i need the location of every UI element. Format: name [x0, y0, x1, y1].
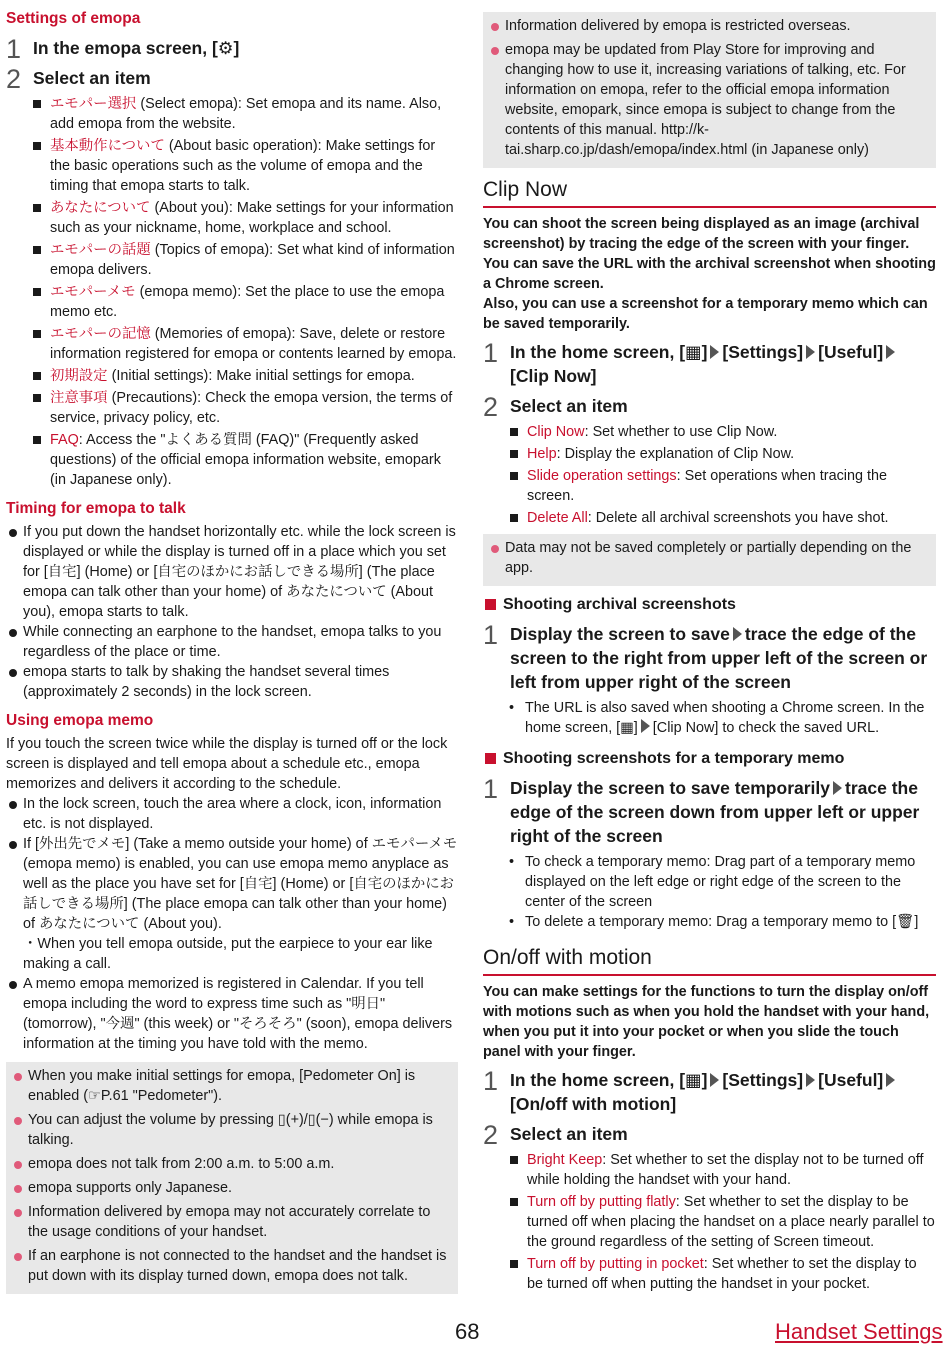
list-item: A memo emopa memorized is registered in Calendar. If you tell emopa including the word to express time such as "明日" (tomorrow), "今週" (this week) or "そろそろ" (soon), emopa delivers information at the timing you have told with the memo. [6, 974, 458, 1054]
list-item: 注意事項 (Precautions): Check the emopa version, the terms of service, privacy policy, etc. [30, 388, 458, 428]
memo-list-2 [6, 974, 458, 1054]
list-item: Bright Keep: Set whether to set the display not to be turned off while holding the handset with your hand. [507, 1150, 936, 1190]
archival-bullet-list [483, 698, 936, 738]
note-item: Information delivered by emopa may not accurately correlate to the usage conditions of your handset. [6, 1202, 452, 1242]
arrow-right-icon [886, 345, 895, 359]
arrow-right-icon [710, 1073, 719, 1087]
heading-emopa-memo: Using emopa memo [6, 712, 154, 729]
arrow-right-icon [806, 1073, 815, 1087]
list-item: エモパーメモ (emopa memo): Set the place to use the emopa memo etc. [30, 282, 458, 322]
step-number: 1 [483, 338, 499, 368]
list-item: エモパー選択 (Select emopa): Set emopa and its name. Also, add emopa from the website. [30, 94, 458, 134]
note-item: Information delivered by emopa is restricted overseas. [483, 16, 930, 36]
note-list [483, 16, 930, 160]
item-label[interactable]: Clip Now [527, 424, 585, 440]
clip-step-1: 1 In the home screen, [▦] [Settings] [Useful][Clip Now] [483, 340, 936, 388]
note-item: Data may not be saved completely or partially depending on the app. [483, 538, 930, 578]
list-item: If [外出先でメモ] (Take a memo outside your home) of エモパーメモ (emopa memo) is enabled, you can use emopa memo anyplace as well as the place you have set for [自宅] (Home) or [自宅のほかにお話しできる場所] (The place emopa can talk other than your home) of あなたについて (About you). [6, 834, 458, 934]
item-label[interactable]: エモパー選択 [50, 96, 137, 112]
step-1: 1 In the emopa screen, [⚙] [6, 34, 240, 64]
list-item: Turn off by putting in pocket: Set whether to set the display to be turned off when putting the handset in your pocket. [507, 1254, 936, 1294]
list-item: • To delete a temporary memo: Drag a temporary memo to [🗑] [509, 912, 936, 932]
motion-step-2: 2 Select an item [483, 1120, 628, 1150]
note-list [483, 538, 930, 578]
list-item: In the lock screen, touch the area where a clock, icon, information etc. is not displayed. [6, 794, 458, 834]
arrow-right-icon [733, 627, 742, 641]
list-item: エモパーの記憶 (Memories of emopa): Save, delete or restore information registered for emopa or contents learned by emopa. [30, 324, 458, 364]
archival-step-1: 1 Display the screen to save trace the edge of the screen to the right from upper left of the screen or left from upper right of the screen [483, 620, 928, 692]
note-item: emopa does not talk from 2:00 a.m. to 5:00 a.m. [6, 1154, 452, 1174]
list-item: Slide operation settings: Set operations when tracing the screen. [507, 466, 936, 506]
list-item: • The URL is also saved when shooting a Chrome screen. In the home screen, [▦] [Clip Now] to check the saved URL. [509, 698, 936, 738]
gear-icon: ⚙ [217, 38, 234, 58]
motion-intro: You can make settings for the functions to turn the display on/off with motions such as when you hold the handset with your hand, when you put it into your pocket or when you slide the touch panel with your finger. [483, 984, 930, 1060]
clip-intro-2: Also, you can use a screenshot for a temporary memo which can be saved temporarily. [483, 296, 928, 332]
step-number: 1 [483, 1066, 499, 1096]
item-label[interactable]: Turn off by putting flatly [527, 1194, 676, 1210]
item-label[interactable]: Delete All [527, 510, 588, 526]
item-label[interactable]: エモパーの話題 [50, 242, 151, 258]
arrow-right-icon [833, 781, 842, 795]
list-item: emopa starts to talk by shaking the handset several times (approximately 2 seconds) in the lock screen. [6, 662, 458, 702]
list-item: Help: Display the explanation of Clip Now. [507, 444, 936, 464]
note-item: emopa may be updated from Play Store for improving and changing how to use it, increasing variations of talking, etc. For information on emopa, refer to the official emopa information website, emopark, since emopa is subject to change from the contents of this manual. http://k-tai.sharp.co.jp/dash/emopa/index.html (in Japanese only) [483, 40, 930, 160]
memo-intro: If you touch the screen twice while the display is turned off or the lock screen is displayed and tell emopa about a schedule etc., emopa memorizes and delivers it according to the schedule. [6, 736, 448, 792]
clip-item-list [483, 422, 936, 528]
step-number: 1 [483, 774, 499, 804]
list-item: 初期設定 (Initial settings): Make initial settings for emopa. [30, 366, 458, 386]
list-item: Delete All: Delete all archival screenshots you have shot. [507, 508, 936, 528]
note-list [6, 1066, 452, 1286]
step-number: 2 [6, 64, 22, 94]
note-box-left [6, 1062, 458, 1294]
arrow-right-icon [641, 719, 650, 733]
step-number: 1 [6, 34, 22, 64]
left-column [6, 0, 458, 1294]
step-number: 2 [483, 1120, 499, 1150]
item-label[interactable]: Turn off by putting in pocket [527, 1256, 704, 1272]
list-item: FAQ: Access the "よくある質問 (FAQ)" (Frequently asked questions) of the official emopa information website, emopark (in Japanese only). [30, 430, 458, 490]
timing-list [6, 522, 458, 702]
arrow-right-icon [886, 1073, 895, 1087]
step-number: 1 [483, 620, 499, 650]
step-2: 2 Select an item [6, 64, 151, 94]
item-label[interactable]: エモパーメモ [50, 284, 136, 300]
item-label[interactable]: Bright Keep [527, 1152, 603, 1168]
heading-timing: Timing for emopa to talk [6, 500, 186, 517]
clip-intro-1: You can shoot the screen being displayed as an image (archival screenshot) by tracing the edge of the screen with your finger. You can save the URL with the archival screenshot when shooting a Chrome screen. [483, 216, 936, 292]
item-label[interactable]: 注意事項 [50, 390, 108, 406]
item-label[interactable]: 初期設定 [50, 368, 108, 384]
motion-step-1: 1 In the home screen, [▦] [Settings] [Useful][On/off with motion] [483, 1068, 936, 1116]
step-number: 2 [483, 392, 499, 422]
item-label[interactable]: Help [527, 446, 557, 462]
note-item: When you make initial settings for emopa, [Pedometer On] is enabled (☞P.61 "Pedometer"). [6, 1066, 452, 1106]
list-item: 基本動作について (About basic operation): Make settings for the basic operations such as the volume of emopa and the timing that emopa starts to talk. [30, 136, 458, 196]
heading-archival-screenshots: Shooting archival screenshots [483, 594, 936, 616]
list-item: While connecting an earphone to the handset, emopa talks to you regardless of the place or time. [6, 622, 458, 662]
section-link[interactable]: Handset Settings [775, 1319, 943, 1344]
item-label[interactable]: FAQ [50, 432, 79, 448]
list-item: エモパーの話題 (Topics of emopa): Set what kind of information emopa delivers. [30, 240, 458, 280]
apps-grid-icon: ▦ [620, 720, 634, 736]
list-item: • To check a temporary memo: Drag part of a temporary memo displayed on the left edge or right edge of the screen to the center of the screen [509, 852, 936, 912]
note-box-clip [483, 534, 936, 586]
arrow-right-icon [710, 345, 719, 359]
page-number: 68 [455, 1319, 480, 1344]
motion-item-list [483, 1150, 936, 1294]
note-box-right-top [483, 12, 936, 168]
apps-grid-icon: ▦ [685, 1070, 702, 1090]
emopa-item-list [6, 94, 458, 490]
list-item: Clip Now: Set whether to use Clip Now. [507, 422, 936, 442]
right-column [483, 0, 936, 1296]
list-item: あなたについて (About you): Make settings for your information such as your nickname, home, workplace and school. [30, 198, 458, 238]
heading-settings-of-emopa: Settings of emopa [6, 10, 141, 27]
item-label[interactable]: 基本動作について [50, 138, 165, 154]
heading-on-off-with-motion: On/off with motion [483, 944, 936, 976]
heading-clip-now: Clip Now [483, 176, 936, 208]
arrow-right-icon [806, 345, 815, 359]
trash-icon: 🗑 [896, 914, 915, 930]
note-item: You can adjust the volume by pressing ▯(+)/▯(−) while emopa is talking. [6, 1110, 452, 1150]
note-item: emopa supports only Japanese. [6, 1178, 452, 1198]
list-item: Turn off by putting flatly: Set whether to set the display to be turned off when placing the handset on a place nearly parallel to the ground regardless of the setting of Screen timeout. [507, 1192, 936, 1252]
item-label[interactable]: Slide operation settings [527, 468, 677, 484]
memo-sub-note: ・When you tell emopa outside, put the earpiece to your ear like making a call. [23, 936, 433, 972]
item-label[interactable]: あなたについて [50, 200, 151, 216]
temp-bullet-list [483, 852, 936, 932]
heading-temporary-memo: Shooting screenshots for a temporary memo [483, 748, 936, 770]
memo-list [6, 794, 458, 934]
temp-step-1: 1 Display the screen to save temporarily trace the edge of the screen down from upper left or upper right of the screen [483, 774, 920, 846]
apps-grid-icon: ▦ [685, 342, 702, 362]
note-item: If an earphone is not connected to the handset and the handset is put down with its display turned down, emopa does not talk. [6, 1246, 452, 1286]
list-item: If you put down the handset horizontally etc. while the lock screen is displayed or while the display is turned off in a place which you set for [自宅] (Home) or [自宅のほかにお話しできる場所] (The place emopa can talk other than your home) of あなたについて (About you), emopa starts to talk. [6, 522, 458, 622]
item-label[interactable]: エモパーの記憶 [50, 326, 151, 342]
clip-step-2: 2 Select an item [483, 392, 628, 422]
